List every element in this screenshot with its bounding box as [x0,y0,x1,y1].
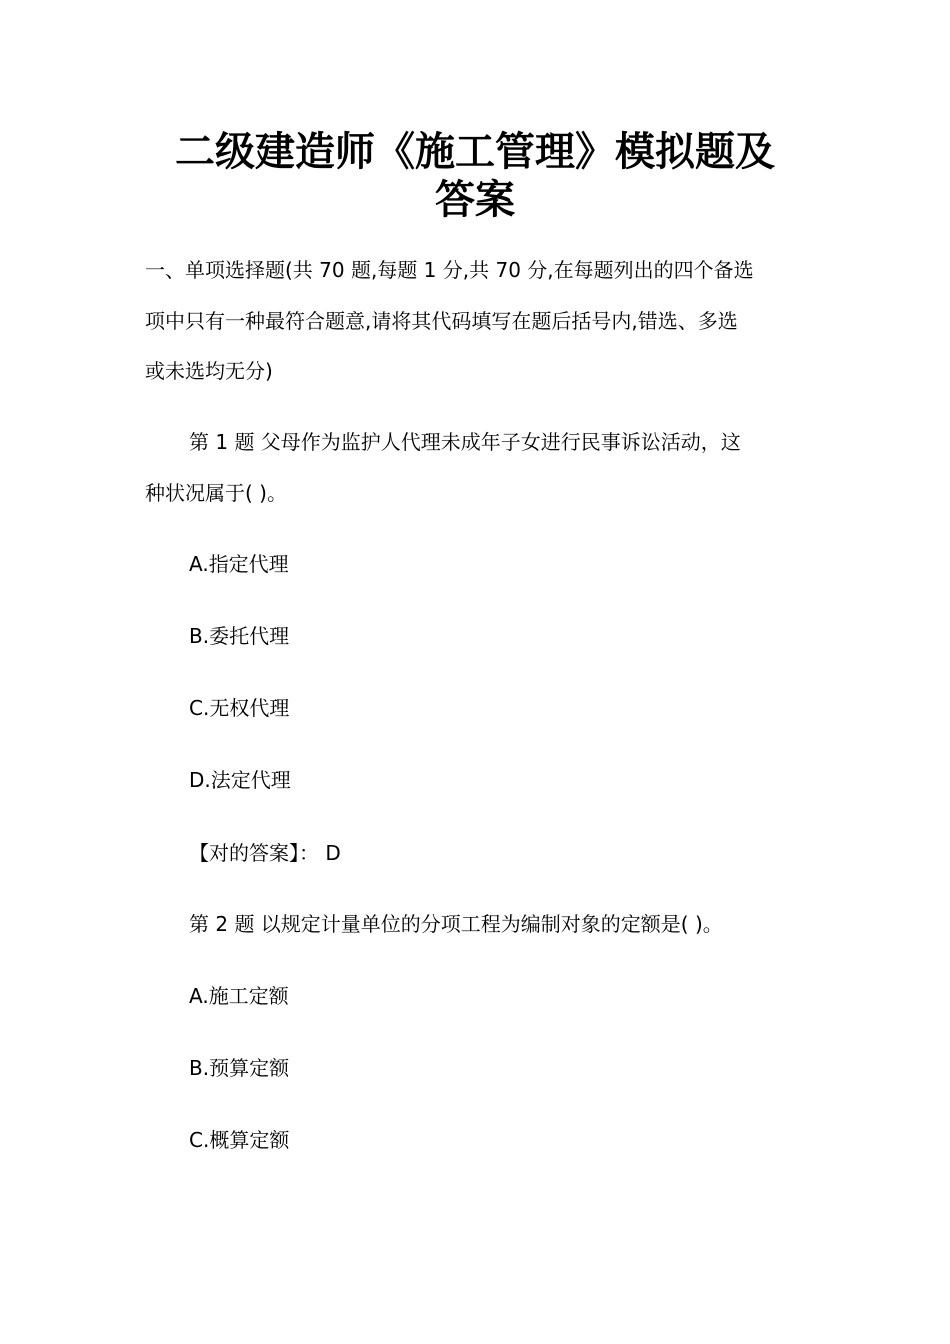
question-1-option-c: C.无权代理 [189,696,290,720]
question-2-option-a: A.施工定额 [189,984,289,1008]
question-1-stem-line-1: 第 1 题 父母作为监护人代理未成年子女进行民事诉讼活动，这 [189,430,741,454]
question-2-option-c: C.概算定额 [189,1128,290,1152]
document-title-line-1: 二级建造师《施工管理》模拟题及 [175,128,775,175]
section-intro-line-1: 一、单项选择题(共 70 题,每题 1 分,共 70 分,在每题列出的四个备选 [145,258,754,282]
question-1-option-b: B.委托代理 [189,624,290,648]
question-1-option-a: A.指定代理 [189,552,289,576]
question-1-option-d: D.法定代理 [189,768,291,792]
question-1-answer: 【对的答案】： D [189,841,341,865]
question-1-stem-line-2: 种状况属于( )。 [145,481,287,505]
section-intro-line-2: 项中只有一种最符合题意,请将其代码填写在题后括号内,错选、多选 [145,309,738,333]
question-2-stem-line-1: 第 2 题 以规定计量单位的分项工程为编制对象的定额是( )。 [189,912,723,936]
question-2-option-b: B.预算定额 [189,1056,290,1080]
section-intro-line-3: 或未选均无分) [145,359,273,383]
document-title-line-2: 答案 [435,176,515,223]
